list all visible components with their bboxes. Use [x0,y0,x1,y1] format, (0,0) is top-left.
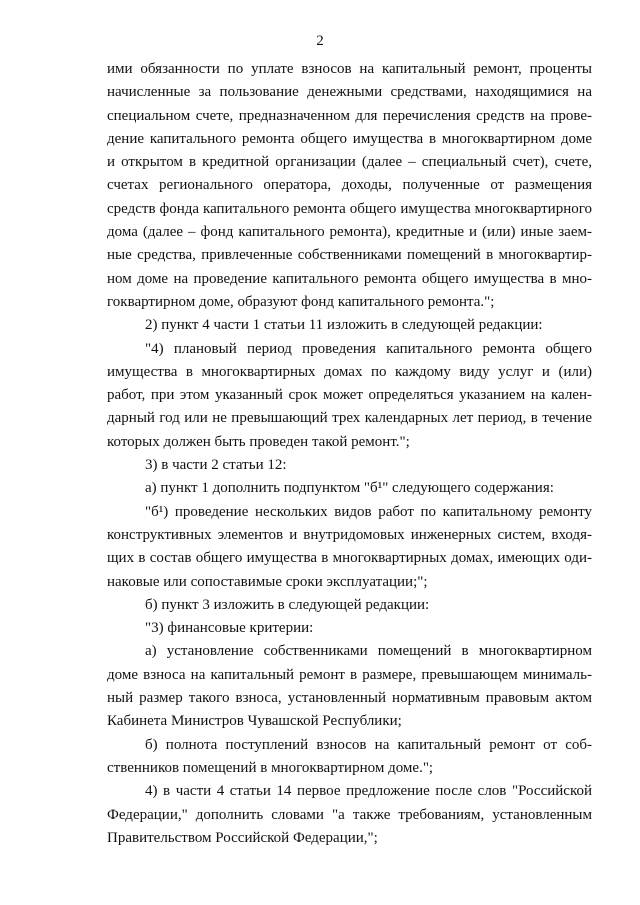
text-line: счетах регионального оператора, доходы, полученные от размещения [107,177,592,194]
text-line: а) установление собственниками помещений в многоквартирном [145,643,592,660]
text-line: 4) в части 4 статьи 14 первое предложение после слов "Российской [145,783,592,800]
text-line: средств фонда капитального ремонта общего имущества многоквартирного [107,200,592,217]
text-line: ный размер такого взноса, установленный нормативным правовым актом [107,690,592,707]
text-line: 3) в части 2 статьи 12: [145,457,287,474]
text-line: и открытом в кредитной организации (далее – специальный счет), счете, [107,154,592,171]
text-line: имущества в многоквартирных домах по каждому виду услуг и (или) [107,363,592,380]
text-line: работ, при этом указанный срок может определяться указанием на кален- [107,387,592,404]
text-line: а) пункт 1 дополнить подпунктом "б¹" следующего содержания: [145,480,554,497]
text-line: Кабинета Министров Чувашской Республики; [107,713,402,730]
text-line: ные средства, привлеченные собственниками помещений в многоквартир- [107,247,592,264]
text-line: "4) плановый период проведения капитального ремонта общего [145,340,592,357]
text-line: б) пункт 3 изложить в следующей редакции: [145,596,430,613]
text-line: Федерации," дополнить словами "а также требованиям, установленным [107,806,592,823]
text-line: ими обязанности по уплате взносов на капитальный ремонт, проценты [107,61,592,77]
text-line: 2) пункт 4 части 1 статьи 11 изложить в следующей редакции: [145,317,543,334]
document-body [107,58,592,850]
text-line: дение капитального ремонта общего имущества в многоквартирном доме [107,130,592,147]
page-number: 2 [316,33,324,49]
text-line: наковые или сопоставимые сроки эксплуатации;"; [107,573,428,590]
text-line: "б¹) проведение нескольких видов работ по капитальному ремонту [145,503,592,520]
text-line: б) полнота поступлений взносов на капитальный ремонт от соб- [145,736,592,753]
text-line: ном доме на проведение капитального ремонта общего имущества в мно- [107,270,592,287]
text-line: дома (далее – фонд капитального ремонта), кредитные и (или) иные заем- [107,224,592,241]
text-line: специальном счете, предназначенном для перечисления средств на прове- [107,107,592,124]
text-line: которых должен быть проведен такой ремонт."; [107,433,410,450]
text-line: щих в состав общего имущества в многоквартирных домах, имеющих оди- [107,550,592,567]
text-line: конструктивных элементов и внутридомовых инженерных систем, входя- [107,526,592,543]
text-line: Правительством Российской Федерации,"; [107,829,378,846]
text-line: дарный год или не превышающий трех календарных лет период, в течение [107,410,592,427]
text-line: начисленные за пользование денежными средствами, находящимися на [107,84,592,101]
text-line: доме взноса на капитальный ремонт в размере, превышающем минималь- [107,666,592,683]
text-line: "3) финансовые критерии: [145,620,314,637]
text-line: ственников помещений в многоквартирном доме."; [107,759,434,776]
text-line: гоквартирном доме, образуют фонд капитального ремонта."; [107,293,495,310]
